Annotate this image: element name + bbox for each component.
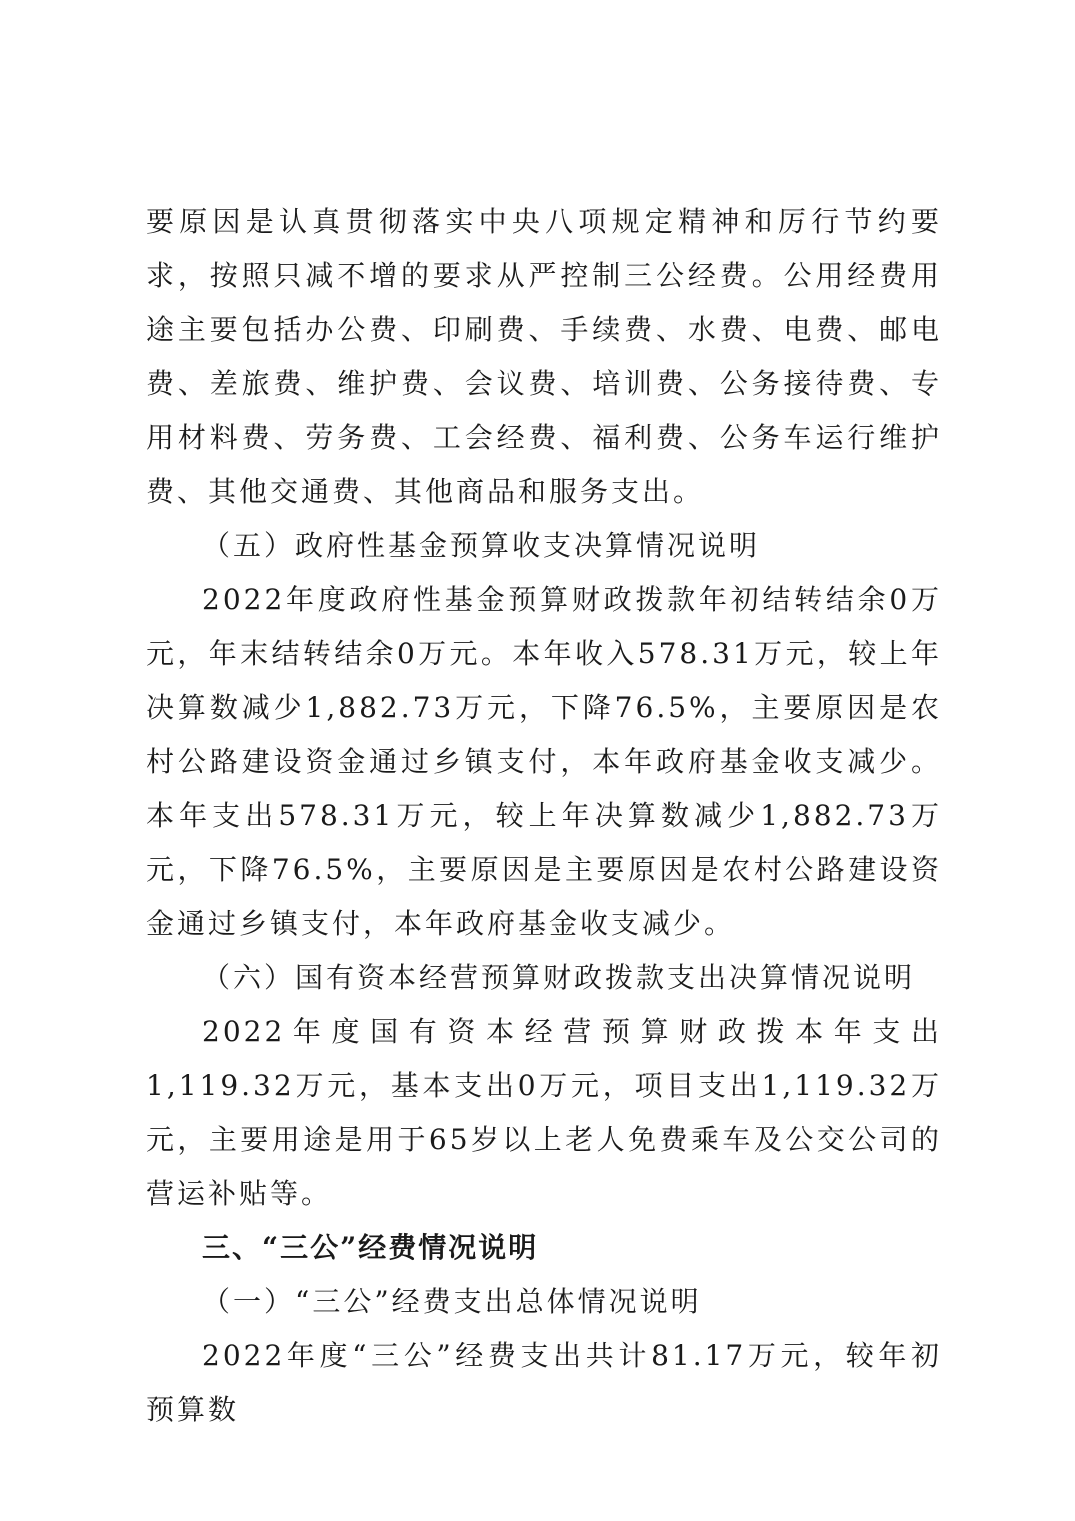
body-text [146, 195, 942, 1437]
paragraph-state-capital: 2022年度国有资本经营预算财政拨本年支出1,119.32万元，基本支出0万元，项目支出1,119.32万元，主要用途是用于65岁以上老人免费乘车及公交公司的营运补贴等。 [146, 1015, 942, 1210]
paragraph-fund-budget: 2022年度政府性基金预算财政拨款年初结转结余0万元，年末结转结余0万元。本年收入578.31万元，较上年决算数减少1,882.73万元，下降76.5%，主要原因是农村公路建设资金通过乡镇支付，本年政府基金收支减少。本年支出578.31万元，较上年决算数减少1,882.73万元，下降76.5%，主要原因是主要原因是农村公路建设资金通过乡镇支付，本年政府基金收支减少。 [146, 583, 942, 940]
chapter-heading-three-public: 三、“三公”经费情况说明 [202, 1231, 539, 1264]
section-heading-fund-budget: （五）政府性基金预算收支决算情况说明 [202, 529, 761, 562]
paragraph-public-expense-reason: 要原因是认真贯彻落实中央八项规定精神和厉行节约要求，按照只减不增的要求从严控制三公经费。公用经费用途主要包括办公费、印刷费、手续费、水费、电费、邮电费、差旅费、维护费、会议费、培训费、公务接待费、专用材料费、劳务费、工会经费、福利费、公务车运行维护费、其他交通费、其他商品和服务支出。 [146, 205, 942, 508]
paragraph-three-public-overall: 2022年度“三公”经费支出共计81.17万元，较年初预算数 [146, 1339, 942, 1426]
section-heading-three-public-overall: （一）“三公”经费支出总体情况说明 [202, 1285, 702, 1318]
section-heading-state-capital: （六）国有资本经营预算财政拨款支出决算情况说明 [202, 961, 916, 994]
